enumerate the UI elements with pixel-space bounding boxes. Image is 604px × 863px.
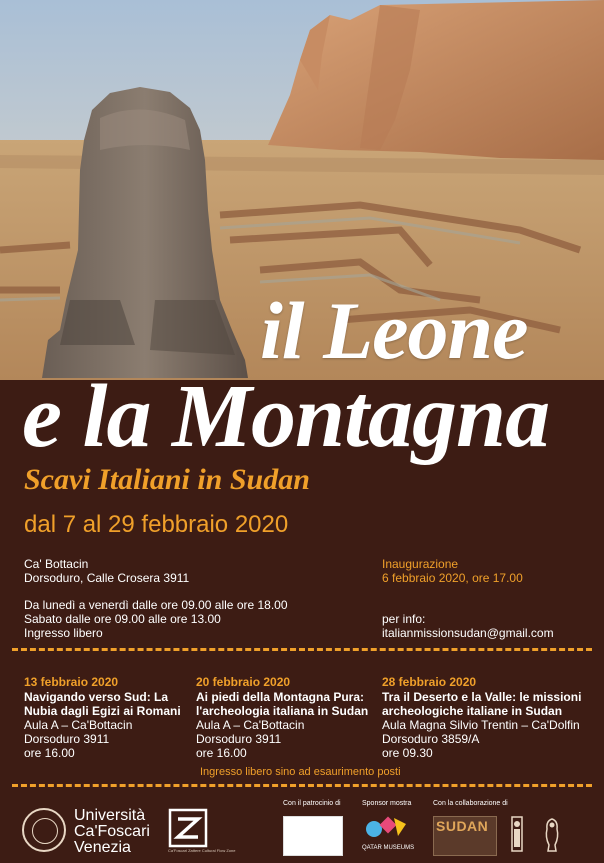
university-seal-icon: [22, 808, 66, 852]
event-title-line-1: Tra il Deserto e la Valle: le missioni: [382, 690, 582, 704]
event-title-line-1: Ai piedi della Montagna Pura:: [196, 690, 365, 704]
inauguration-block: [382, 557, 523, 585]
subtitle: Scavi Italiani in Sudan: [24, 463, 310, 496]
venue-address: Dorsoduro, Calle Crosera 3911: [24, 571, 190, 585]
university-name-line-1: Università: [74, 807, 146, 824]
event-address: Dorsoduro 3911: [196, 732, 282, 746]
university-name-line-3: Venezia: [74, 839, 131, 856]
dashed-divider-bottom: [12, 784, 592, 787]
hours-block: [24, 598, 288, 640]
contact-label: per info:: [382, 612, 426, 626]
venue-name: Ca' Bottacin: [24, 557, 89, 571]
patronage-label: Con il patrocinio di: [283, 800, 341, 807]
sudan-logo-text: SUDAN: [436, 818, 489, 834]
collaboration-label: Con la collaborazione di: [433, 800, 508, 807]
sponsor-name: QATAR MUSEUMS: [362, 845, 415, 851]
title-line-1: il Leone: [260, 285, 528, 376]
event-item: [24, 675, 184, 760]
event-time: ore 16.00: [24, 746, 75, 760]
dashed-divider-top: [12, 648, 592, 651]
qatar-museums-logo-icon: [364, 814, 408, 840]
weekday-hours: Da lunedì a venerdì dalle ore 09.00 alle ore 18.00: [24, 598, 288, 612]
zattere-caption: Ca'Foscari Zattere Cultural Flow Zone: [168, 848, 236, 853]
exhibition-dates: dal 7 al 29 febbraio 2020: [24, 511, 289, 538]
event-title-line-2: Nubia dagli Egizi ai Romani: [24, 704, 181, 718]
event-date: 13 febbraio 2020: [24, 675, 119, 689]
title-line-2: e la Montagna: [22, 367, 550, 466]
event-date: 20 febbraio 2020: [196, 675, 291, 689]
event-title-line-1: Navigando verso Sud: La: [24, 690, 169, 704]
archaeology-figure-icon: [540, 815, 564, 853]
inauguration-label: Inaugurazione: [382, 557, 459, 571]
entry-note: Ingresso libero: [24, 626, 103, 640]
event-date: 28 febbraio 2020: [382, 675, 477, 689]
free-entry-note: Ingresso libero sino ad esaurimento posti: [200, 766, 401, 778]
inauguration-date: 6 febbraio 2020, ore 17.00: [382, 571, 523, 585]
event-room: Aula A – Ca'Bottacin: [24, 718, 133, 732]
university-name-line-2: Ca'Foscari: [74, 823, 150, 840]
event-title-line-2: l'archeologia italiana in Sudan: [196, 704, 369, 718]
event-room: Aula Magna Silvio Trentin – Ca'Dolfin: [382, 718, 580, 732]
saturday-hours: Sabato dalle ore 09.00 alle ore 13.00: [24, 612, 221, 626]
event-item: [196, 675, 376, 760]
contact-block: [382, 612, 554, 640]
event-address: Dorsoduro 3859/A: [382, 732, 480, 746]
event-title-line-2: archeologiche italiane in Sudan: [382, 704, 563, 718]
event-address: Dorsoduro 3911: [24, 732, 110, 746]
university-logo: [74, 808, 150, 856]
zattere-z-logo-icon: [168, 808, 208, 848]
contact-email[interactable]: italianmissionsudan@gmail.com: [382, 626, 554, 640]
event-time: ore 16.00: [196, 746, 247, 760]
patronage-logo: [283, 816, 343, 856]
statue-figure-icon: [509, 815, 525, 853]
event-item: [382, 675, 592, 760]
sponsor-label: Sponsor mostra: [362, 800, 412, 807]
venue-block: [24, 557, 189, 585]
event-time: ore 09.30: [382, 746, 433, 760]
event-room: Aula A – Ca'Bottacin: [196, 718, 305, 732]
